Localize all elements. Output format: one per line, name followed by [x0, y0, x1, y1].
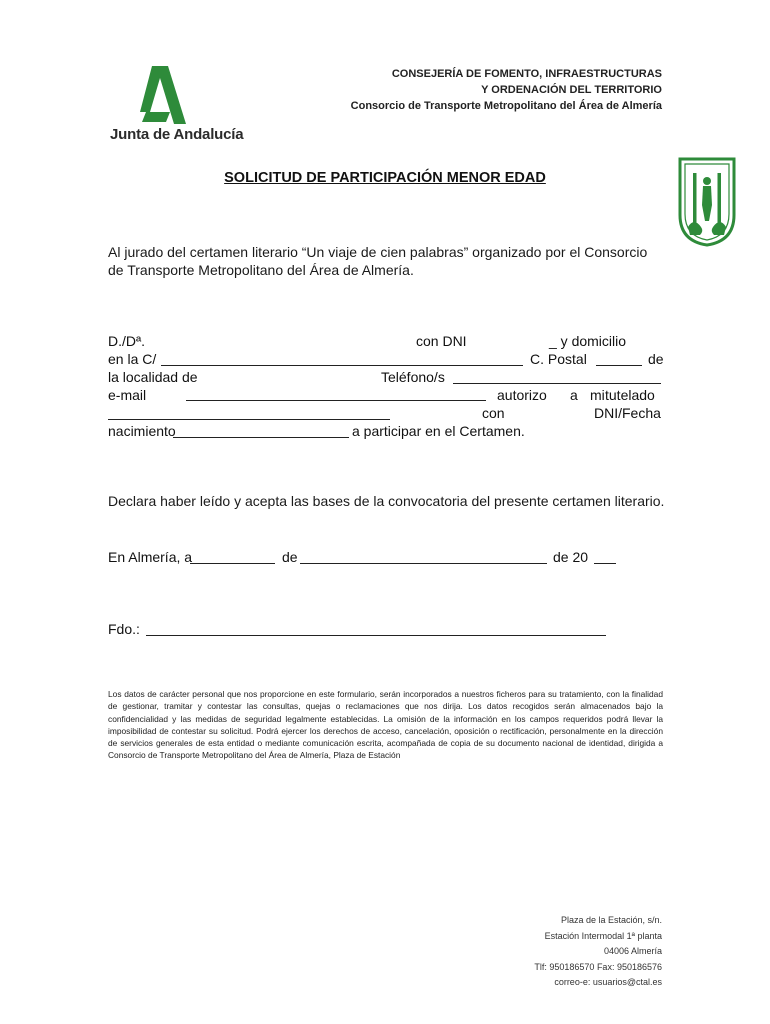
form-row-tutelado: [108, 404, 663, 422]
signature-line: [108, 620, 663, 638]
month-field[interactable]: [300, 563, 547, 564]
day-field[interactable]: [190, 563, 275, 564]
footer-address: [534, 913, 662, 991]
phone-field[interactable]: [453, 383, 661, 384]
label-dni-fecha: DNI/Fecha: [594, 405, 661, 421]
signature-field[interactable]: [146, 635, 606, 636]
label-mi: mi: [590, 387, 605, 403]
form-row-birth: [108, 422, 663, 440]
label-email: e-mail: [108, 387, 147, 403]
header-block: [351, 66, 662, 114]
label-fdo: Fdo.:: [108, 621, 140, 637]
label-year-prefix: de 20: [553, 549, 589, 565]
header-line-3: Consorcio de Transporte Metropolitano del Área de Almería: [350, 100, 662, 112]
label-y-domicilio: _ y domicilio: [549, 333, 627, 349]
privacy-notice: Los datos de carácter personal que nos proporcione en este formulario, serán incorporados a nuestros ficheros para su tratamiento, con la finalidad de gestionar, tramitar y contestar las consultas, quejas o reclamaciones que nos dirija. Los datos recogidos serán almacenados bajo la confidencialidad y las medidas de seguridad legalmente establecidas. La omisión de la información en los campos requeridos podrá llevar la imposibilidad de contestar su solicitud. Podrá ejercer los derechos de acceso, cancelación, oposición o rectificación, personalmente en la dirección de servicios generales de esta entidad o mediante comunicación escrita, acompañada de copia de su documento nacional de identidad, dirigida a Consorcio de Transporte Metropolitano del Área de Almería, Plaza de Estación: [108, 689, 663, 761]
footer-line-1: Plaza de la Estación, s/n.: [560, 915, 662, 925]
header-line-1: CONSEJERÍA DE FOMENTO, INFRAESTRUCTURAS: [391, 68, 662, 80]
form-title: SOLICITUD DE PARTICIPACIÓN MENOR EDAD: [224, 170, 546, 186]
intro-line-2: de Transporte Metropolitano del Área de Almería.: [108, 262, 414, 278]
intro-paragraph: [108, 243, 668, 279]
label-en-almeria: En Almería, a: [108, 549, 193, 565]
form-row-locality: [108, 368, 663, 386]
andalucia-coat-of-arms-icon: [674, 155, 740, 247]
footer-line-4: Tlf: 950186570 Fax: 950186576: [534, 961, 662, 972]
label-en-la-c: en la C/: [108, 351, 157, 367]
birth-date-field[interactable]: [173, 437, 349, 438]
footer-line-2: Estación Intermodal 1ª planta: [544, 930, 662, 941]
date-line: [108, 548, 663, 566]
label-dd: D./Dª.: [108, 333, 146, 349]
label-a: a: [570, 387, 578, 403]
label-participar: a participar en el Certamen.: [352, 423, 525, 439]
label-con-dni: con DNI: [416, 333, 467, 349]
intro-line-1: Al jurado del certamen literario “Un viaje de cien palabras” organizado por el Consorcio: [108, 244, 648, 260]
junta-logo-mark-icon: [108, 66, 248, 126]
footer-line-5: correo-e: usuarios@ctal.es: [554, 977, 662, 987]
label-localidad: la localidad de: [108, 369, 198, 385]
junta-logo: [108, 66, 248, 146]
label-telefono: Teléfono/s: [381, 369, 445, 385]
label-c-postal: C. Postal: [530, 351, 587, 367]
form-row-name: [108, 332, 663, 350]
header-line-2: Y ORDENACIÓN DEL TERRITORIO: [481, 84, 662, 96]
postal-code-field[interactable]: [596, 365, 642, 366]
form-row-street: [108, 350, 663, 368]
street-field[interactable]: [161, 365, 523, 366]
declaration-text: Declara haber leído y acepta las bases de la convocatoria del presente certamen literario.: [108, 493, 665, 509]
email-field[interactable]: [186, 400, 486, 401]
label-autorizo: autorizo: [497, 387, 547, 403]
year-field[interactable]: [594, 563, 616, 564]
label-de: de: [648, 351, 664, 367]
footer-line-3: 04006 Almería: [603, 946, 662, 956]
label-nacimiento: nacimiento: [108, 423, 176, 439]
label-date-de: de: [282, 549, 298, 565]
junta-logo-text: Junta de Andalucía: [110, 126, 244, 143]
tutelado-name-field[interactable]: [108, 419, 390, 420]
form-row-email: [108, 386, 663, 404]
label-tutelado: tutelado: [605, 387, 655, 403]
label-con: con: [482, 405, 505, 421]
